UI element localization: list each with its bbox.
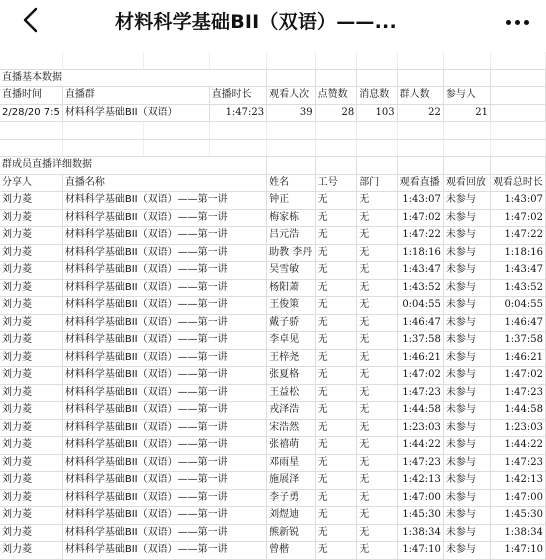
- table-cell: 无: [357, 542, 397, 560]
- table-cell: 邓雨星: [267, 454, 316, 472]
- table-cell: 无: [315, 244, 357, 262]
- table-cell: [143, 122, 209, 140]
- table-cell: [397, 69, 443, 87]
- table-row: [0, 384, 546, 402]
- table-cell: [209, 157, 266, 175]
- table-cell: 0:04:55: [490, 297, 545, 315]
- table-cell: 杨阳萧: [267, 279, 316, 297]
- table-cell: 刘力菱: [0, 437, 62, 455]
- table-cell: [143, 139, 209, 157]
- table-row: [0, 402, 546, 420]
- table-cell: 材料科学基础BII（双语）——第一讲: [62, 402, 266, 420]
- table-cell: 1:47:22: [490, 227, 545, 245]
- top-bar: [0, 0, 546, 42]
- table-cell: 1:47:02: [397, 209, 443, 227]
- table-cell: 1:46:47: [490, 314, 545, 332]
- table-cell: 未参与: [443, 244, 490, 262]
- table-cell: 2/28/20 7:5: [0, 104, 62, 122]
- spreadsheet: [0, 52, 546, 556]
- table-cell: 28: [315, 104, 357, 122]
- table-cell: [267, 122, 316, 140]
- table-cell: 刘力菱: [0, 297, 62, 315]
- table-cell: 无: [315, 297, 357, 315]
- table-cell: 无: [315, 227, 357, 245]
- column-header: 观看直播: [397, 174, 443, 192]
- table-cell: 未参与: [443, 227, 490, 245]
- table-cell: 无: [357, 489, 397, 507]
- table-row: [0, 262, 546, 280]
- table-cell: 无: [357, 332, 397, 350]
- table-cell: 刘力菱: [0, 314, 62, 332]
- table-cell: 材料科学基础BII（双语）——第一讲: [62, 262, 266, 280]
- table-cell: 未参与: [443, 262, 490, 280]
- table-cell: 无: [315, 507, 357, 525]
- table-cell: 宋浩然: [267, 419, 316, 437]
- table-cell: [62, 139, 143, 157]
- table-cell: 1:47:10: [397, 542, 443, 560]
- column-header: 观看人次: [267, 87, 316, 105]
- table-cell: 1:38:34: [397, 524, 443, 542]
- table-cell: 刘煜迪: [267, 507, 316, 525]
- table-row: [0, 454, 546, 472]
- table-cell: [490, 104, 545, 122]
- table-cell: 王梓尧: [267, 349, 316, 367]
- table-cell: 1:47:23: [490, 384, 545, 402]
- table-cell: 王俊策: [267, 297, 316, 315]
- column-header: 直播时间: [0, 87, 62, 105]
- table-cell: 1:44:22: [397, 437, 443, 455]
- table-cell: [357, 52, 397, 69]
- table-cell: 刘力菱: [0, 384, 62, 402]
- table-row: [0, 279, 546, 297]
- table-cell: 材料科学基础BII（双语）——第一讲: [62, 472, 266, 490]
- table-cell: 无: [315, 437, 357, 455]
- table-cell: [490, 157, 545, 175]
- table-cell: 刘力菱: [0, 472, 62, 490]
- table-cell: 1:45:30: [397, 507, 443, 525]
- table-cell: 未参与: [443, 192, 490, 210]
- table-cell: [315, 157, 357, 175]
- table-cell: 1:47:02: [490, 209, 545, 227]
- table-cell: 材料科学基础BII（双语）——第一讲: [62, 297, 266, 315]
- table-cell: 材料科学基础BII（双语）——第一讲: [62, 367, 266, 385]
- table-cell: 刘力菱: [0, 367, 62, 385]
- column-header: 直播名称: [62, 174, 266, 192]
- column-header: 工号: [315, 174, 357, 192]
- table-cell: 未参与: [443, 332, 490, 350]
- table-cell: [62, 122, 143, 140]
- header-row: [0, 87, 546, 105]
- blank-row: [0, 122, 546, 140]
- table-row: [0, 437, 546, 455]
- table-cell: 王益松: [267, 384, 316, 402]
- table-cell: 无: [357, 349, 397, 367]
- table-cell: 22: [397, 104, 443, 122]
- table-cell: [490, 52, 545, 69]
- table-cell: 无: [315, 419, 357, 437]
- table-cell: 无: [357, 402, 397, 420]
- table-cell: 无: [315, 402, 357, 420]
- table-cell: [357, 69, 397, 87]
- section-title: 直播基本数据: [0, 69, 209, 87]
- table-cell: 李卓见: [267, 332, 316, 350]
- table-cell: 1:42:13: [397, 472, 443, 490]
- table-cell: 无: [357, 244, 397, 262]
- table-cell: 未参与: [443, 489, 490, 507]
- table-cell: 103: [357, 104, 397, 122]
- table-cell: [315, 122, 357, 140]
- table-cell: 材料科学基础BII（双语）——第一讲: [62, 437, 266, 455]
- table-cell: 材料科学基础BII（双语）——第一讲: [62, 279, 266, 297]
- table-cell: 无: [315, 332, 357, 350]
- table-cell: 未参与: [443, 209, 490, 227]
- table-cell: 1:43:47: [397, 262, 443, 280]
- table-cell: [443, 52, 490, 69]
- table-row: [0, 367, 546, 385]
- table-cell: 刘力菱: [0, 542, 62, 560]
- table-cell: [443, 69, 490, 87]
- column-header: 姓名: [267, 174, 316, 192]
- table-cell: 施展泽: [267, 472, 316, 490]
- table-cell: [490, 87, 545, 105]
- table-cell: 1:44:58: [397, 402, 443, 420]
- table-cell: [443, 139, 490, 157]
- table-cell: [397, 122, 443, 140]
- table-cell: 无: [315, 454, 357, 472]
- table-cell: [0, 52, 62, 69]
- table-cell: [490, 122, 545, 140]
- table-cell: 未参与: [443, 384, 490, 402]
- table-cell: [209, 122, 266, 140]
- table-cell: [267, 139, 316, 157]
- table-row: [0, 524, 546, 542]
- table-cell: 无: [315, 192, 357, 210]
- table-cell: 曾楷: [267, 542, 316, 560]
- header-row: [0, 174, 546, 192]
- table-cell: 无: [315, 542, 357, 560]
- table-cell: 无: [357, 192, 397, 210]
- table-row: [0, 244, 546, 262]
- table-cell: [357, 157, 397, 175]
- table-cell: 李子勇: [267, 489, 316, 507]
- table-cell: 1:43:52: [490, 279, 545, 297]
- table-cell: 1:23:03: [490, 419, 545, 437]
- table-cell: 材料科学基础BII（双语）——第一讲: [62, 192, 266, 210]
- table-cell: 无: [357, 419, 397, 437]
- table-cell: [443, 122, 490, 140]
- table-cell: 1:44:58: [490, 402, 545, 420]
- table-cell: 未参与: [443, 524, 490, 542]
- table-cell: [490, 69, 545, 87]
- table-row: [0, 297, 546, 315]
- table-cell: 未参与: [443, 507, 490, 525]
- column-header: 群人数: [397, 87, 443, 105]
- data-table: [0, 52, 546, 560]
- table-cell: 1:42:13: [490, 472, 545, 490]
- table-row: [0, 507, 546, 525]
- table-cell: 1:44:22: [490, 437, 545, 455]
- table-cell: 无: [315, 349, 357, 367]
- table-cell: 未参与: [443, 314, 490, 332]
- table-cell: 刘力菱: [0, 227, 62, 245]
- table-row: [0, 209, 546, 227]
- table-cell: [397, 157, 443, 175]
- table-cell: 1:47:23: [397, 454, 443, 472]
- table-cell: 材料科学基础BII（双语）——第一讲: [62, 209, 266, 227]
- table-cell: 材料科学基础BII（双语）——第一讲: [62, 507, 266, 525]
- table-cell: 无: [357, 297, 397, 315]
- table-row: [0, 192, 546, 210]
- table-cell: 1:38:34: [490, 524, 545, 542]
- column-header: 分享人: [0, 174, 62, 192]
- table-cell: 刘力菱: [0, 209, 62, 227]
- table-cell: 戎泽浩: [267, 402, 316, 420]
- table-cell: 未参与: [443, 437, 490, 455]
- table-cell: [0, 139, 62, 157]
- table-cell: 无: [315, 524, 357, 542]
- table-cell: [267, 157, 316, 175]
- table-cell: [62, 52, 143, 69]
- table-cell: 材料科学基础BII（双语）——第一讲: [62, 227, 266, 245]
- table-cell: 1:46:47: [397, 314, 443, 332]
- table-cell: 无: [357, 367, 397, 385]
- table-row: [0, 472, 546, 490]
- table-cell: 无: [315, 209, 357, 227]
- table-cell: 无: [357, 437, 397, 455]
- table-cell: 1:47:00: [397, 489, 443, 507]
- table-cell: [315, 52, 357, 69]
- column-header: 参与人: [443, 87, 490, 105]
- table-cell: [397, 52, 443, 69]
- table-cell: 无: [357, 384, 397, 402]
- table-cell: 材料科学基础BII（双语）——第一讲: [62, 419, 266, 437]
- table-cell: 1:23:03: [397, 419, 443, 437]
- table-cell: 无: [315, 314, 357, 332]
- section-title: 群成员直播详细数据: [0, 157, 209, 175]
- table-cell: 无: [357, 472, 397, 490]
- table-cell: 刘力菱: [0, 419, 62, 437]
- table-cell: 1:37:58: [397, 332, 443, 350]
- table-cell: 1:43:07: [490, 192, 545, 210]
- table-cell: 熊新锐: [267, 524, 316, 542]
- back-icon[interactable]: [18, 5, 46, 35]
- table-cell: 1:18:16: [397, 244, 443, 262]
- table-cell: 未参与: [443, 472, 490, 490]
- table-cell: 材料科学基础BII（双语）: [62, 104, 209, 122]
- table-cell: 21: [443, 104, 490, 122]
- table-cell: [143, 52, 209, 69]
- table-cell: 无: [357, 507, 397, 525]
- table-cell: 张夏格: [267, 367, 316, 385]
- table-cell: [397, 139, 443, 157]
- table-row: [0, 419, 546, 437]
- table-cell: 无: [315, 367, 357, 385]
- table-row: [0, 314, 546, 332]
- table-cell: 戴子骄: [267, 314, 316, 332]
- table-cell: 无: [357, 209, 397, 227]
- table-cell: [0, 122, 62, 140]
- table-cell: 1:46:21: [397, 349, 443, 367]
- table-cell: 材料科学基础BII（双语）——第一讲: [62, 244, 266, 262]
- table-cell: 未参与: [443, 419, 490, 437]
- table-cell: 无: [315, 472, 357, 490]
- table-row: [0, 489, 546, 507]
- column-header: 观看总时长: [490, 174, 545, 192]
- table-cell: 刘力菱: [0, 332, 62, 350]
- table-cell: [267, 52, 316, 69]
- table-cell: 无: [315, 262, 357, 280]
- table-cell: 未参与: [443, 367, 490, 385]
- table-cell: 无: [357, 454, 397, 472]
- table-cell: 无: [357, 314, 397, 332]
- table-cell: 刘力菱: [0, 349, 62, 367]
- table-cell: 无: [315, 279, 357, 297]
- table-cell: 无: [315, 384, 357, 402]
- table-cell: 材料科学基础BII（双语）——第一讲: [62, 454, 266, 472]
- table-cell: 1:47:23: [397, 384, 443, 402]
- table-cell: 无: [357, 279, 397, 297]
- table-cell: [209, 52, 266, 69]
- table-cell: 刘力菱: [0, 262, 62, 280]
- table-cell: 1:37:58: [490, 332, 545, 350]
- table-cell: 刘力菱: [0, 279, 62, 297]
- table-row: [0, 349, 546, 367]
- table-cell: [315, 69, 357, 87]
- blank-row: [0, 52, 546, 69]
- column-header: 直播时长: [209, 87, 266, 105]
- table-cell: 无: [315, 489, 357, 507]
- table-cell: 刘力菱: [0, 192, 62, 210]
- table-cell: 1:47:02: [490, 367, 545, 385]
- table-cell: 助教 李丹: [267, 244, 316, 262]
- table-cell: 无: [357, 524, 397, 542]
- table-row: [0, 332, 546, 350]
- table-row: [0, 227, 546, 245]
- table-cell: 未参与: [443, 542, 490, 560]
- table-cell: 未参与: [443, 349, 490, 367]
- page-title: 材料科学基础BII（双语）——...: [115, 11, 397, 33]
- table-cell: [267, 69, 316, 87]
- table-cell: 1:47:10: [490, 542, 545, 560]
- table-cell: 钟正: [267, 192, 316, 210]
- table-cell: 1:47:23: [490, 454, 545, 472]
- table-cell: 梅家栋: [267, 209, 316, 227]
- table-cell: 材料科学基础BII（双语）——第一讲: [62, 542, 266, 560]
- table-cell: 刘力菱: [0, 402, 62, 420]
- table-cell: 1:47:22: [397, 227, 443, 245]
- table-cell: [209, 139, 266, 157]
- table-cell: 材料科学基础BII（双语）——第一讲: [62, 332, 266, 350]
- table-cell: 未参与: [443, 279, 490, 297]
- table-cell: 未参与: [443, 454, 490, 472]
- table-cell: [315, 139, 357, 157]
- table-cell: [357, 122, 397, 140]
- table-cell: 1:18:16: [490, 244, 545, 262]
- table-cell: 未参与: [443, 402, 490, 420]
- table-cell: [357, 139, 397, 157]
- column-header: 直播群: [62, 87, 209, 105]
- column-header: 点赞数: [315, 87, 357, 105]
- table-cell: 1:43:47: [490, 262, 545, 280]
- table-cell: 1:43:07: [397, 192, 443, 210]
- table-cell: 材料科学基础BII（双语）——第一讲: [62, 314, 266, 332]
- table-cell: 1:45:30: [490, 507, 545, 525]
- blank-row: [0, 139, 546, 157]
- table-cell: 材料科学基础BII（双语）——第一讲: [62, 489, 266, 507]
- table-cell: 材料科学基础BII（双语）——第一讲: [62, 384, 266, 402]
- table-cell: [443, 157, 490, 175]
- table-cell: 吕元浩: [267, 227, 316, 245]
- table-cell: 1:46:21: [490, 349, 545, 367]
- table-cell: 材料科学基础BII（双语）——第一讲: [62, 349, 266, 367]
- table-row: [0, 542, 546, 560]
- table-cell: 未参与: [443, 297, 490, 315]
- table-cell: 无: [357, 262, 397, 280]
- table-cell: 39: [267, 104, 316, 122]
- table-cell: 刘力菱: [0, 507, 62, 525]
- section-title-row: [0, 69, 546, 87]
- more-icon[interactable]: [504, 10, 534, 26]
- table-cell: 0:04:55: [397, 297, 443, 315]
- column-header: 部门: [357, 174, 397, 192]
- table-cell: 材料科学基础BII（双语）——第一讲: [62, 524, 266, 542]
- table-cell: 刘力菱: [0, 244, 62, 262]
- table-row: [0, 104, 546, 122]
- section-title-row: [0, 157, 546, 175]
- table-cell: 1:47:00: [490, 489, 545, 507]
- column-header: 观看回放: [443, 174, 490, 192]
- table-cell: [209, 69, 266, 87]
- table-cell: 1:47:02: [397, 367, 443, 385]
- table-cell: 吴雪敏: [267, 262, 316, 280]
- table-cell: 刘力菱: [0, 489, 62, 507]
- column-header: 消息数: [357, 87, 397, 105]
- table-cell: 无: [357, 227, 397, 245]
- table-cell: 1:43:52: [397, 279, 443, 297]
- table-cell: 张禧萌: [267, 437, 316, 455]
- table-cell: 刘力菱: [0, 454, 62, 472]
- table-cell: 1:47:23: [209, 104, 266, 122]
- table-cell: [490, 139, 545, 157]
- table-cell: 刘力菱: [0, 524, 62, 542]
